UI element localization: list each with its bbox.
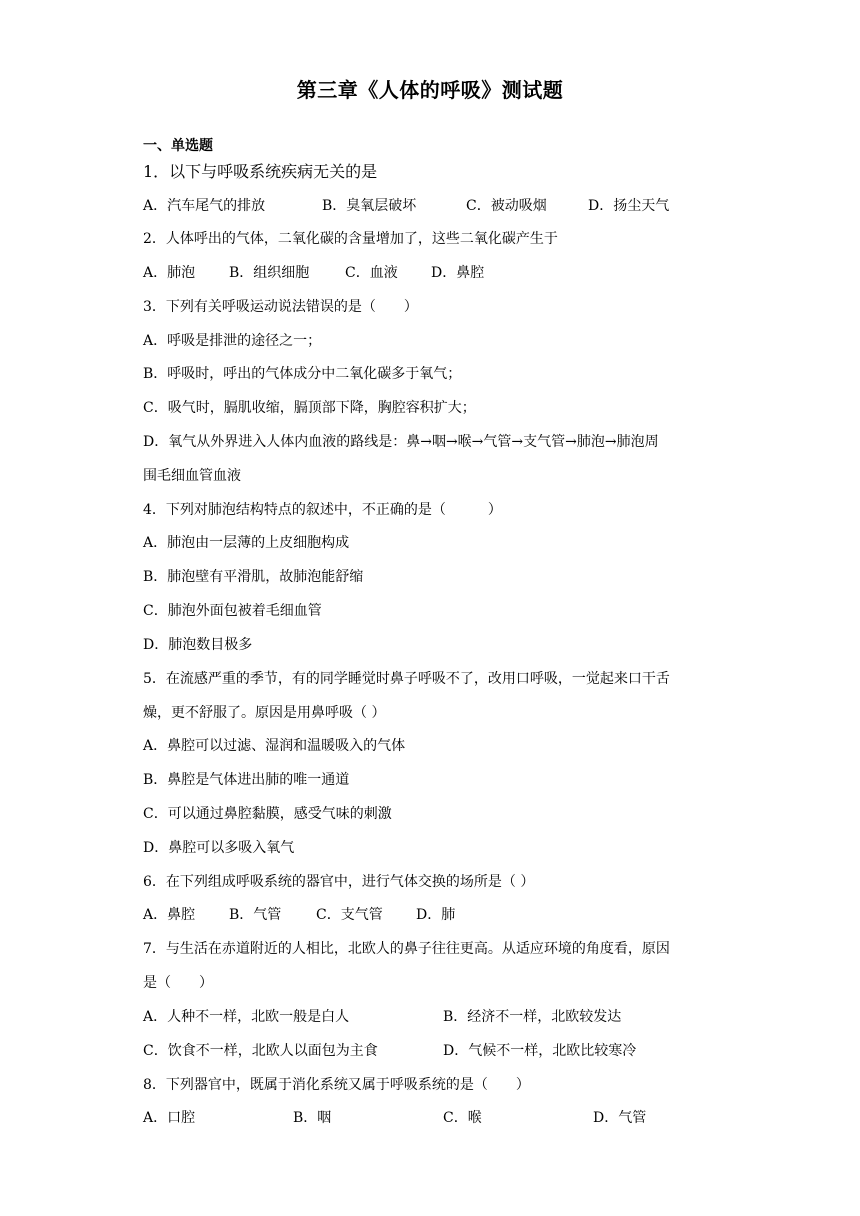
- question-2-option-c: C．血液: [345, 265, 398, 281]
- question-6-stem: 6．在下列组成呼吸系统的器官中，进行气体交换的场所是（ ）: [143, 874, 535, 890]
- question-2-option-d: D．鼻腔: [431, 265, 485, 281]
- question-1-option-b: B．臭氧层破坏: [322, 198, 417, 214]
- question-4-option-b: B．肺泡壁有平滑肌，故肺泡能舒缩: [143, 569, 364, 585]
- question-8-option-c: C．喉: [443, 1110, 482, 1126]
- question-5-option-c: C．可以通过鼻腔黏膜，感受气味的刺激: [143, 806, 392, 822]
- question-3-option-d: D．氧气从外界进入人体内血液的路线是：鼻→咽→喉→气管→支气管→肺泡→肺泡周: [143, 434, 659, 450]
- question-6-option-b: B．气管: [229, 907, 282, 923]
- question-4-option-d: D．肺泡数目极多: [143, 637, 253, 653]
- question-6-option-d: D．肺: [416, 907, 456, 923]
- question-6-option-a: A．鼻腔: [143, 907, 196, 923]
- question-3-option-d-continued: 围毛细血管血液: [143, 468, 241, 484]
- question-7-option-c: C．饮食不一样，北欧人以面包为主食: [143, 1043, 378, 1059]
- question-3-option-a: A．呼吸是排泄的途径之一；: [143, 333, 322, 349]
- question-3-option-b: B．呼吸时，呼出的气体成分中二氧化碳多于氧气；: [143, 366, 462, 382]
- question-3-option-c: C．吸气时，膈肌收缩，膈顶部下降，胸腔容积扩大；: [143, 400, 476, 416]
- question-2-stem: 2．人体呼出的气体，二氧化碳的含量增加了，这些二氧化碳产生于: [143, 231, 558, 247]
- question-5-stem-continued: 燥，更不舒服了。原因是用鼻呼吸（ ）: [143, 705, 386, 721]
- question-4-option-a: A．肺泡由一层薄的上皮细胞构成: [143, 535, 350, 551]
- question-1-option-c: C．被动吸烟: [466, 198, 547, 214]
- question-8-option-d: D．气管: [593, 1110, 647, 1126]
- question-7-option-b: B．经济不一样，北欧较发达: [443, 1009, 622, 1025]
- question-7-option-a: A．人种不一样，北欧一般是白人: [143, 1009, 350, 1025]
- question-5-stem: 5．在流感严重的季节，有的同学睡觉时鼻子呼吸不了，改用口呼吸，一觉起来口干舌: [143, 671, 670, 687]
- question-4-option-c: C．肺泡外面包被着毛细血管: [143, 603, 322, 619]
- question-7-stem: 7．与生活在赤道附近的人相比，北欧人的鼻子往往更高。从适应环境的角度看，原因: [143, 941, 670, 957]
- question-1-option-a: A．汽车尾气的排放: [143, 198, 266, 214]
- question-8-option-a: A．口腔: [143, 1110, 196, 1126]
- question-5-option-b: B．鼻腔是气体进出肺的唯一通道: [143, 772, 350, 788]
- question-2-option-b: B．组织细胞: [229, 265, 310, 281]
- question-4-stem: 4．下列对肺泡结构特点的叙述中，不正确的是（ ）: [143, 502, 502, 518]
- question-3-stem: 3．下列有关呼吸运动说法错误的是（ ）: [143, 299, 418, 315]
- question-1-stem: 1．以下与呼吸系统疾病无关的是: [143, 162, 378, 181]
- question-5-option-d: D．鼻腔可以多吸入氧气: [143, 840, 295, 856]
- page-title: 第三章《人体的呼吸》测试题: [296, 78, 564, 102]
- question-2-option-a: A．肺泡: [143, 265, 196, 281]
- question-8-stem: 8．下列器官中，既属于消化系统又属于呼吸系统的是（ ）: [143, 1077, 530, 1093]
- question-6-option-c: C．支气管: [316, 907, 383, 923]
- question-7-option-d: D．气候不一样，北欧比较寒冷: [443, 1043, 637, 1059]
- section-heading: 一、单选题: [143, 138, 213, 154]
- question-1-option-d: D．扬尘天气: [588, 198, 670, 214]
- question-5-option-a: A．鼻腔可以过滤、湿润和温暖吸入的气体: [143, 738, 406, 754]
- question-8-option-b: B．咽: [293, 1110, 332, 1126]
- question-7-stem-continued: 是（ ）: [143, 975, 213, 991]
